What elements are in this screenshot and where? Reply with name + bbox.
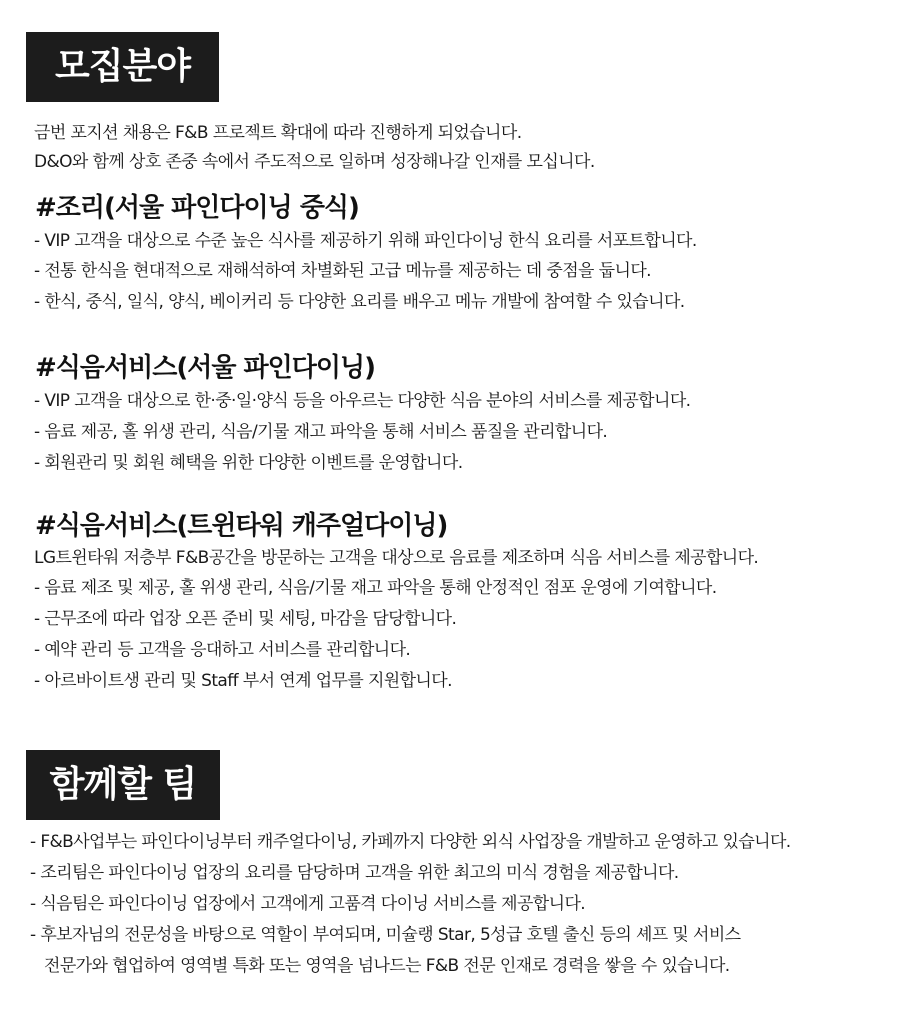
position-detail-line: - 음료 제조 및 제공, 홀 위생 관리, 식음/기물 재고 파악을 통해 안정적인 점포 운영에 기여합니다. <box>34 578 717 598</box>
team-detail-line: - 식음팀은 파인다이닝 업장에서 고객에게 고품격 다이닝 서비스를 제공합니다. <box>30 894 586 914</box>
position-detail-line: - 아르바이트생 관리 및 Staff 부서 연계 업무를 지원합니다. <box>34 671 452 691</box>
intro-line: D&O와 함께 상호 존중 속에서 주도적으로 일하며 성장해나갈 인재를 모십니다. <box>34 152 595 172</box>
team-detail-line: - F&B사업부는 파인다이닝부터 캐주얼다이닝, 카페까지 다양한 외식 사업장을 개발하고 운영하고 있습니다. <box>30 832 791 852</box>
position-detail-line: - 근무조에 따라 업장 오픈 준비 및 세팅, 마감을 담당합니다. <box>34 609 457 629</box>
position-detail-line: - 한식, 중식, 일식, 양식, 베이커리 등 다양한 요리를 배우고 메뉴 개발에 참여할 수 있습니다. <box>34 292 685 312</box>
intro-line: 금번 포지션 채용은 F&B 프로젝트 확대에 따라 진행하게 되었습니다. <box>34 123 522 143</box>
position-detail-line: - VIP 고객을 대상으로 수준 높은 식사를 제공하기 위해 파인다이닝 한식 요리를 서포트합니다. <box>34 231 697 251</box>
position-heading-fnb-seoul: #식음서비스(서울 파인다이닝) <box>35 353 375 383</box>
team-detail-line: 전문가와 협업하여 영역별 특화 또는 영역을 넘나드는 F&B 전문 인재로 경력을 쌓을 수 있습니다. <box>44 956 730 976</box>
team-detail-line: - 후보자님의 전문성을 바탕으로 역할이 부여되며, 미슐랭 Star, 5성급 호텔 출신 등의 셰프 및 서비스 <box>30 925 741 945</box>
team-section-title: 함께할 팀 <box>49 764 197 805</box>
recruit-section-title: 모집분야 <box>54 46 191 87</box>
position-detail-line: LG트윈타워 저층부 F&B공간을 방문하는 고객을 대상으로 음료를 제조하며 식음 서비스를 제공합니다. <box>34 548 759 568</box>
recruit-section-badge <box>26 32 219 102</box>
position-detail-line: - 전통 한식을 현대적으로 재해석하여 차별화된 고급 메뉴를 제공하는 데 중점을 둡니다. <box>34 261 651 281</box>
position-heading-cooking: #조리(서울 파인다이닝 중식) <box>35 193 359 223</box>
position-detail-line: - VIP 고객을 대상으로 한·중·일·양식 등을 아우르는 다양한 식음 분야의 서비스를 제공합니다. <box>34 391 691 411</box>
team-section-badge <box>26 750 220 820</box>
position-detail-line: - 예약 관리 등 고객을 응대하고 서비스를 관리합니다. <box>34 640 411 660</box>
position-detail-line: - 회원관리 및 회원 혜택을 위한 다양한 이벤트를 운영합니다. <box>34 453 463 473</box>
position-heading-fnb-twintower: #식음서비스(트윈타워 캐주얼다이닝) <box>35 511 448 541</box>
team-detail-line: - 조리팀은 파인다이닝 업장의 요리를 담당하며 고객을 위한 최고의 미식 경험을 제공합니다. <box>30 863 679 883</box>
position-detail-line: - 음료 제공, 홀 위생 관리, 식음/기물 재고 파악을 통해 서비스 품질을 관리합니다. <box>34 422 608 442</box>
